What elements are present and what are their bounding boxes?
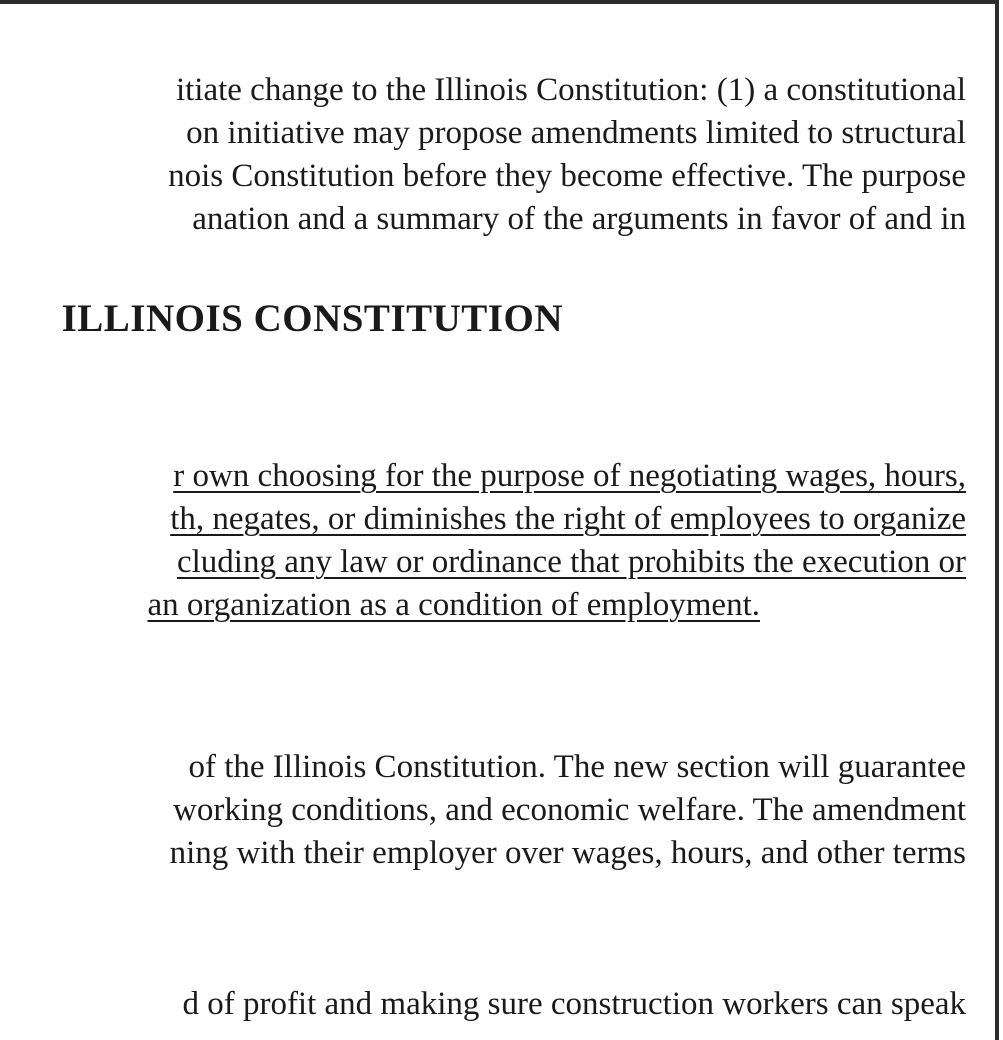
amendment-line-2: th, negates, or diminishes the right of employees to organize [170,501,966,537]
section-heading: ILLINOIS CONSTITUTION [61,297,563,340]
explanation-line-3: ning with their employer over wages, hours, and other terms [169,835,966,871]
cutoff-line-1: d of profit and making sure construction workers can speak [182,986,966,1022]
intro-line-3: nois Constitution before they become effective. The purpose [168,158,966,194]
explanation-line-2: working conditions, and economic welfare. The amendment [173,792,966,828]
intro-line-4: anation and a summary of the arguments in favor of and in [192,201,966,237]
explanation-line-1: of the Illinois Constitution. The new section will guarantee [188,749,966,785]
intro-line-2: on initiative may propose amendments limited to structural [186,115,966,151]
amendment-line-3: cluding any law or ordinance that prohibits the execution or [176,544,966,580]
intro-line-1: itiate change to the Illinois Constitution: (1) a constitutional [175,72,966,108]
amendment-line-4: an organization as a condition of employment. [147,587,760,623]
amendment-line-1: r own choosing for the purpose of negotiating wages, hours, [173,458,966,494]
